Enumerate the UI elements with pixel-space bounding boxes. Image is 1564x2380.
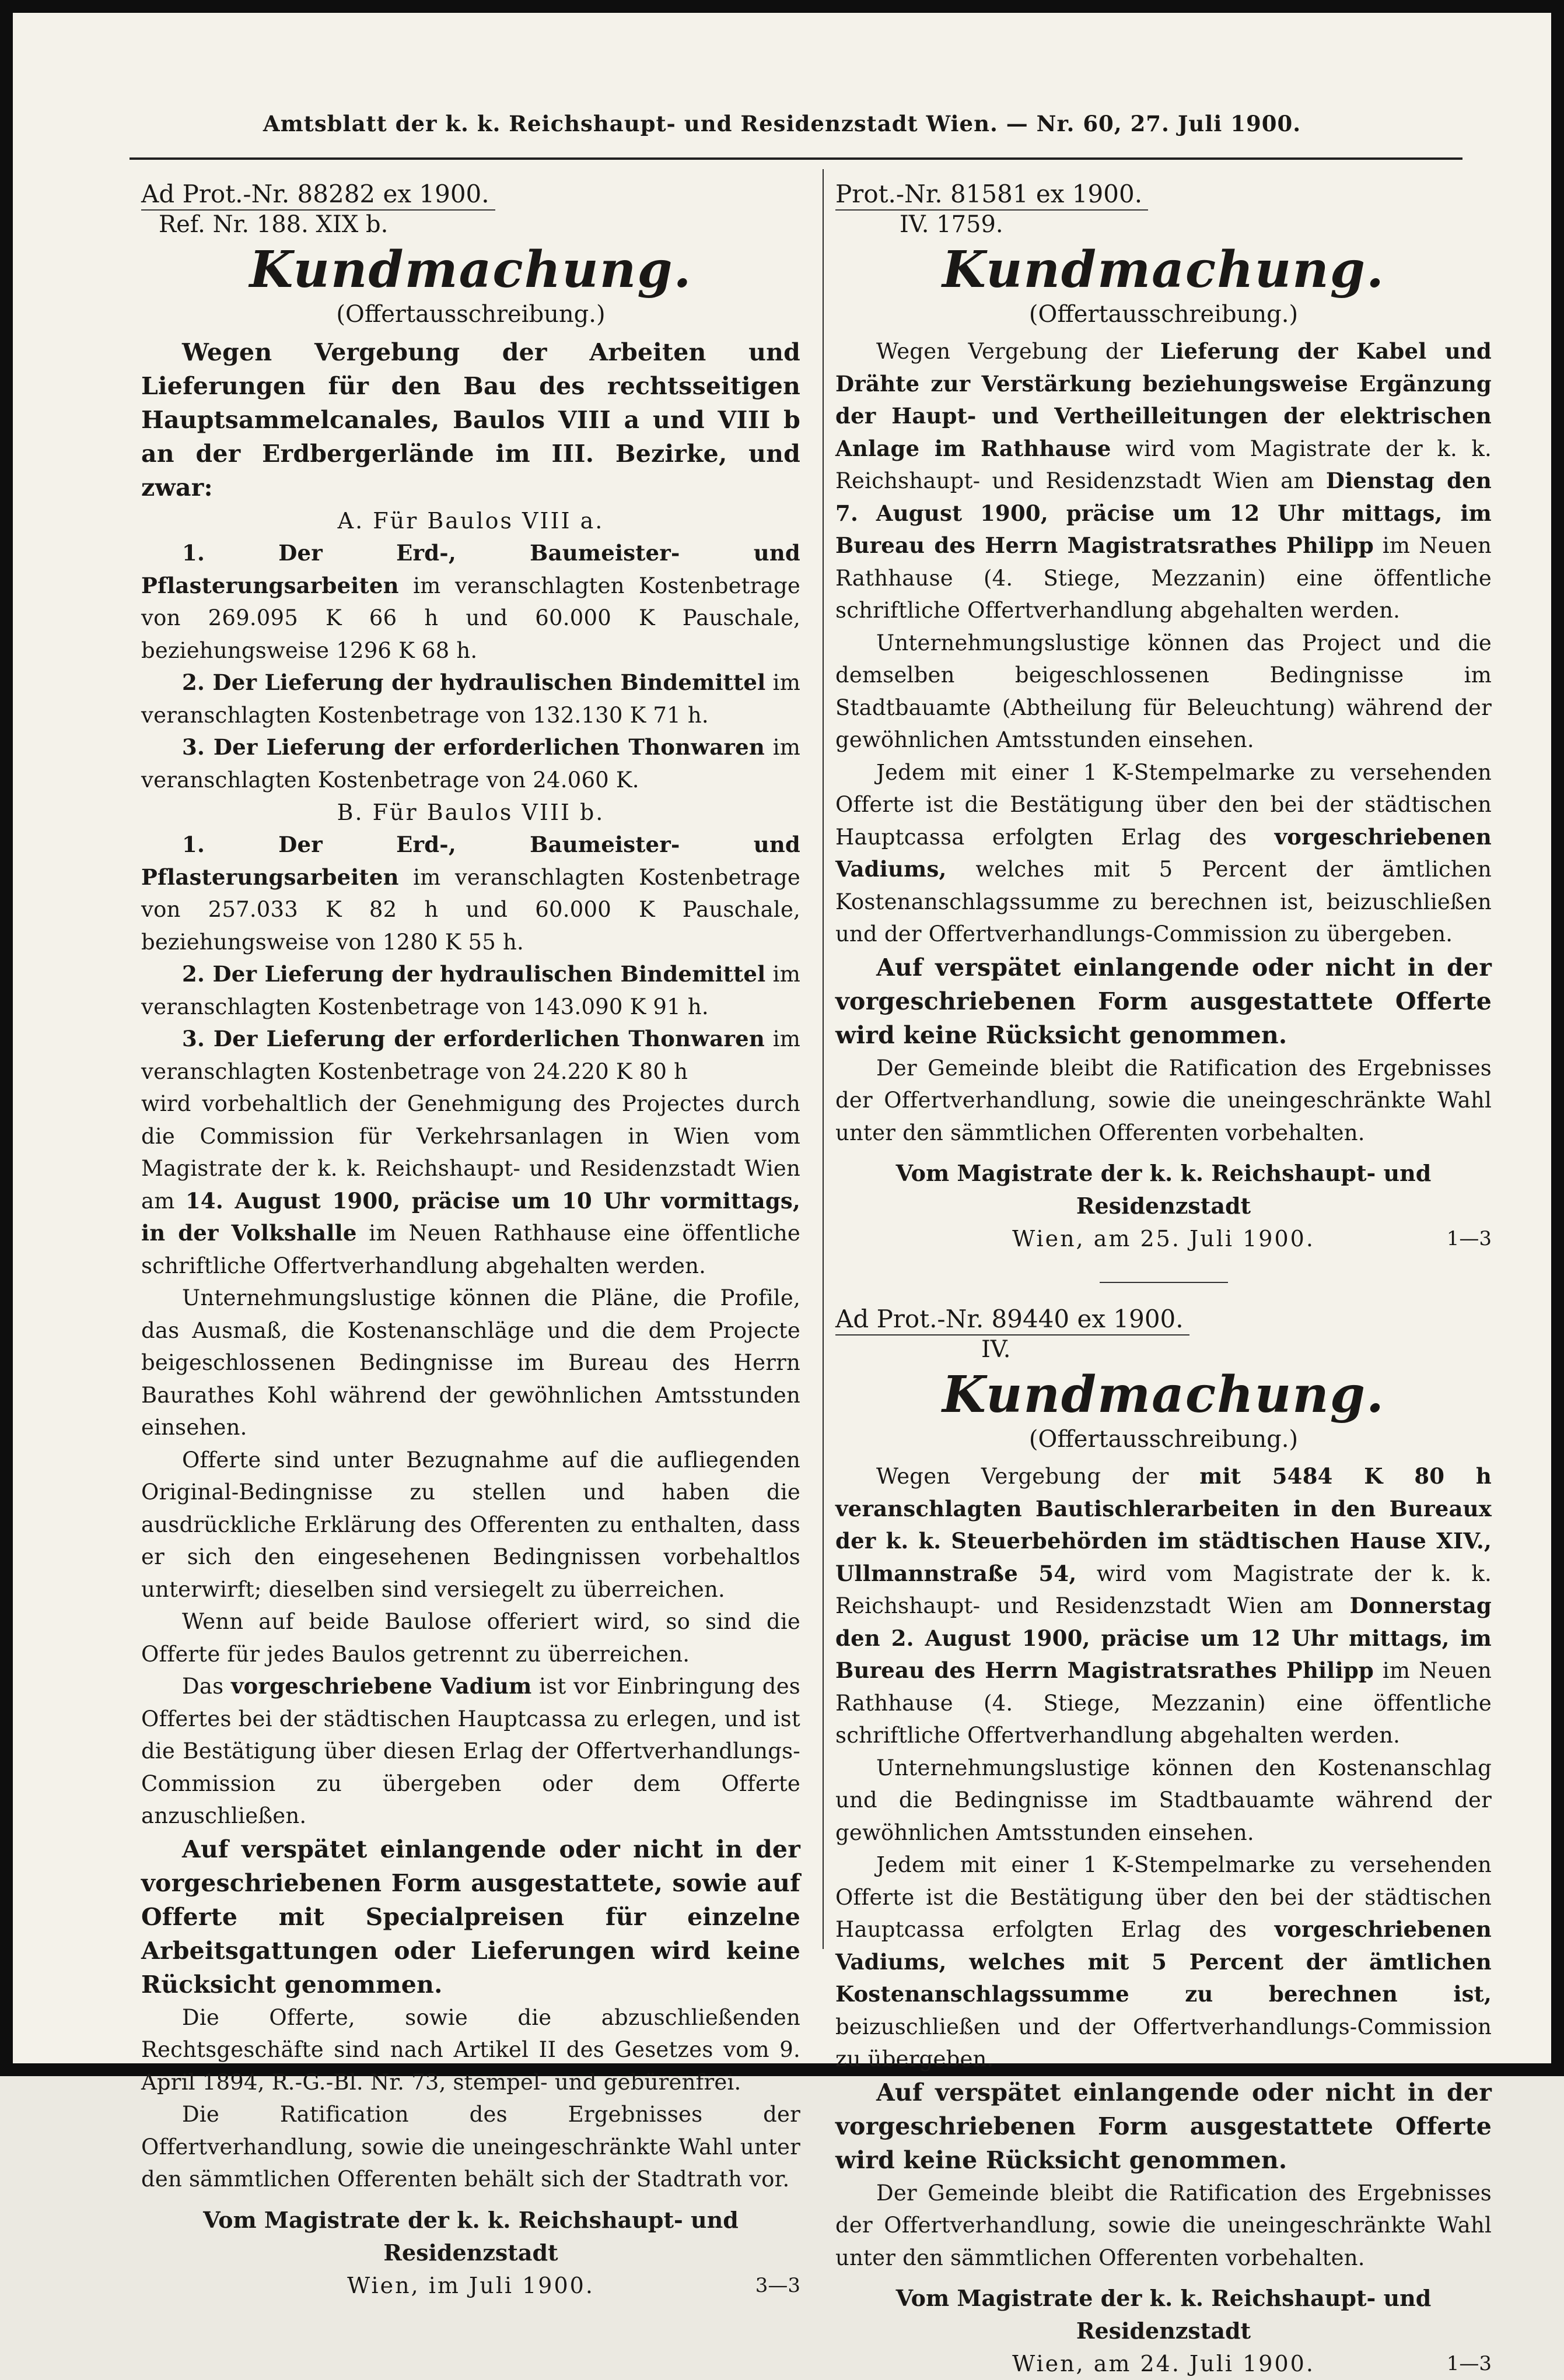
issue-count: 3—3 (755, 2273, 800, 2297)
item-b1: 1. Der Erd-, Baumeister- und Pflasterungsarbeiten im veranschlagten Kostenbetrage von 257.033 K 82 h und 60.000 K Pauschale, beziehungsweise von 1280 K 55 h. (141, 832, 800, 955)
paragraph-stempel: Die Offerte, sowie die abzuschließenden Rechtsgeschäfte sind nach Artikel II des Gesetzes vom 9. April 1894, R.-G.-Bl. Nr. 73, stempel- und gebürenfrei. (141, 2004, 800, 2095)
notice-title: Kundmachung. (942, 240, 1385, 299)
lead-paragraph: Wegen Vergebung der Arbeiten und Lieferungen für den Bau des rechtsseitigen Hauptsammelcanales, Baulos VIII a und VIII b an der Erdbergerlände im III. Bezirke, und zwar: (141, 338, 800, 502)
item-a2: 2. Der Lieferung der hydraulischen Bindemittel im veranschlagten Kostenbetrage von 132.130 K 71 h. (141, 670, 800, 728)
lead-paragraph: Wegen Vergebung der mit 5484 K 80 h veranschlagten Bautischlerarbeiten in den Bureaux der k. k. Steuerbehörden im städtischen Hause XIV., Ullmannstraße 54, wird vom Magistrate der k. k. Reichshaupt- und Residenzstadt Wien am Donnerstag den 2. August 1900, präcise um 12 Uhr mittags, im Bureau des Herrn Magistratsrathes Philipp im Neuen Rathhause (4. Stiege, Mezzanin) eine öffentliche schriftliche Offertverhandlung abgehalten werden. (835, 1463, 1492, 1748)
ref-number: Ref. Nr. 188. XIX b. (159, 211, 389, 238)
section-divider (1100, 1282, 1228, 1283)
paragraph-stempel: Jedem mit einer 1 K-Stempelmarke zu versehenden Offerte ist die Bestätigung über den bei der städtischen Hauptcassa erfolgten Erlag des vorgeschriebenen Vadiums, welches mit 5 Percent der ämtlichen Kostenanschlagssumme zu berechnen ist, beizuschließen und der Offertverhandlungs-Commission zu übergeben. (835, 759, 1492, 947)
prot-number: Ad Prot.-Nr. 88282 ex 1900. (141, 179, 800, 211)
ref-number: IV. (981, 1336, 1011, 1363)
section-heading-a: A. Für Baulos VIII a. (337, 508, 604, 534)
notice-title: Kundmachung. (942, 1365, 1385, 1424)
ref-number: IV. 1759. (900, 211, 1003, 238)
paragraph-ratification: Die Ratification des Ergebnisses der Offertverhandlung, sowie die uneingeschränkte Wahl unter den sämmtlichen Offerenten behält sich der Stadtrath vor. (141, 2102, 800, 2192)
dateline: Wien, im Juli 1900. 3—3 (141, 2269, 800, 2302)
paragraph-beide: Wenn auf beide Baulose offeriert wird, so sind die Offerte für jedes Baulos getrennt zu überreichen. (141, 1609, 800, 1667)
item-b3: 3. Der Lieferung der erforderlichen Thonwaren im veranschlagten Kostenbetrage von 24.220 K 80 h (141, 1026, 801, 1084)
notice-subtitle: (Offertausschreibung.) (1028, 1426, 1299, 1453)
paragraph-verspaetet: Auf verspätet einlangende oder nicht in der vorgeschriebenen Form ausgestattete, sowie auf Offerte mit Specialpreisen für einzelne Arbeitsgattungen oder Lieferungen wird keine Rücksicht genommen. (141, 1835, 800, 1999)
item-a3: 3. Der Lieferung der erforderlichen Thonwaren im veranschlagten Kostenbetrage von 24.060 K. (141, 734, 801, 793)
item-b2: 2. Der Lieferung der hydraulischen Bindemittel im veranschlagten Kostenbetrage von 143.090 K 91 h. (141, 961, 800, 1019)
paragraph-verspaetet: Auf verspätet einlangende oder nicht in der vorgeschriebenen Form ausgestattete Offerte wird keine Rücksicht genommen. (835, 2078, 1492, 2174)
header-rule (130, 157, 1462, 160)
signature: Vom Magistrate der k. k. Reichshaupt- und Residenzstadt (895, 2285, 1432, 2344)
notice-right (835, 179, 1492, 2380)
paragraph-kosten: Unternehmungslustige können den Kostenanschlag und die Bedingnisse im Stadtbauamte während der gewöhnlichen Amtsstunden einsehen. (835, 1755, 1492, 1845)
paragraph-stempel: Jedem mit einer 1 K-Stempelmarke zu versehenden Offerte ist die Bestätigung über den bei der städtischen Hauptcassa erfolgten Erlag des vorgeschriebenen Vadiums, welches mit 5 Percent der ämtlichen Kostenanschlagssumme zu berechnen ist, beizuschließen und der Offertverhandlungs-Commission zu übergeben. (835, 1852, 1492, 2071)
notice-title: Kundmachung. (249, 240, 692, 299)
signature: Vom Magistrate der k. k. Reichshaupt- und Residenzstadt (895, 1160, 1432, 1219)
dateline: Wien, am 24. Juli 1900. 1—3 (835, 2347, 1492, 2380)
section-heading-b: B. Für Baulos VIII b. (337, 800, 605, 825)
paragraph-ratification: Der Gemeinde bleibt die Ratification des Ergebnisses der Offertverhandlung, sowie die uneingeschränkte Wahl unter den sämmtlichen Offerenten vorbehalten. (835, 1055, 1492, 1145)
page (13, 13, 1551, 2377)
column-rule (823, 169, 824, 1949)
paragraph-offerte: Offerte sind unter Bezugnahme auf die aufliegenden Original-Bedingnisse zu stellen und haben die ausdrückliche Erklärung des Offerenten zu enthalten, dass er sich den eingesehenen Bedingnissen vorbehaltlos unterwirft; dieselben sind versiegelt zu überreichen. (141, 1447, 800, 1602)
paragraph-ratification: Der Gemeinde bleibt die Ratification des Ergebnisses der Offertverhandlung, sowie die uneingeschränkte Wahl unter den sämmtlichen Offerenten vorbehalten. (835, 2180, 1492, 2270)
page-header: Amtsblatt der k. k. Reichshaupt- und Residenzstadt Wien. — Nr. 60, 27. Juli 1900. (263, 111, 1301, 136)
paragraph-project: Unternehmungslustige können das Project und die demselben beigeschlossenen Bedingnisse im Stadtbauamte (Abtheilung für Beleuchtung) während der gewöhnlichen Amtsstunden einsehen. (835, 630, 1492, 752)
paragraph-vadium: Das vorgeschriebene Vadium ist vor Einbringung des Offertes bei der städtischen Hauptcassa zu erlegen, und ist die Bestätigung über diesen Erlag der Offertverhandlungs-Commission zu übergeben oder dem Offerte anzuschließen. (141, 1673, 800, 1828)
prot-number: Prot.-Nr. 81581 ex 1900. (835, 179, 1492, 211)
main-paragraph: wird vorbehaltlich der Genehmigung des Projectes durch die Commission für Verkehrsanlagen in Wien vom Magistrate der k. k. Reichshaupt- und Residenzstadt Wien am 14. August 1900, präcise um 10 Uhr vormittags, in der Volkshalle im Neuen Rathhause eine öffentliche schriftliche Offertverhandlung abgehalten werden. (141, 1091, 801, 1278)
prot-number: Ad Prot.-Nr. 89440 ex 1900. (835, 1304, 1492, 1336)
lead-paragraph: Wegen Vergebung der Lieferung der Kabel und Drähte zur Verstärkung beziehungsweise Ergänzung der Haupt- und Vertheilleitungen der elektrischen Anlage im Rathhause wird vom Magistrate der k. k. Reichshaupt- und Residenzstadt Wien am Dienstag den 7. August 1900, präcise um 12 Uhr mittags, im Bureau des Herrn Magistratsrathes Philipp im Neuen Rathhause (4. Stiege, Mezzanin) eine öffentliche schriftliche Offertverhandlung abgehalten werden. (835, 338, 1492, 623)
notice-subtitle: (Offertausschreibung.) (336, 301, 606, 328)
paragraph-verspaetet: Auf verspätet einlangende oder nicht in der vorgeschriebenen Form ausgestattete Offerte wird keine Rücksicht genommen. (835, 953, 1492, 1049)
dateline: Wien, am 25. Juli 1900. 1—3 (835, 1222, 1492, 1255)
notice-subtitle: (Offertausschreibung.) (1028, 301, 1299, 328)
signature: Vom Magistrate der k. k. Reichshaupt- und Residenzstadt (203, 2206, 739, 2266)
issue-count: 1—3 (1446, 1227, 1492, 1250)
issue-count: 1—3 (1446, 2352, 1492, 2375)
notice-left (141, 179, 800, 2302)
paragraph-plaene: Unternehmungslustige können die Pläne, die Profile, das Ausmaß, die Kostenanschläge und die dem Projecte beigeschlossenen Bedingnisse im Bureau des Herrn Baurathes Kohl während der gewöhnlichen Amtsstunden einsehen. (141, 1285, 800, 1440)
item-a1: 1. Der Erd-, Baumeister- und Pflasterungsarbeiten im veranschlagten Kostenbetrage von 269.095 K 66 h und 60.000 K Pauschale, beziehungsweise 1296 K 68 h. (141, 540, 800, 663)
